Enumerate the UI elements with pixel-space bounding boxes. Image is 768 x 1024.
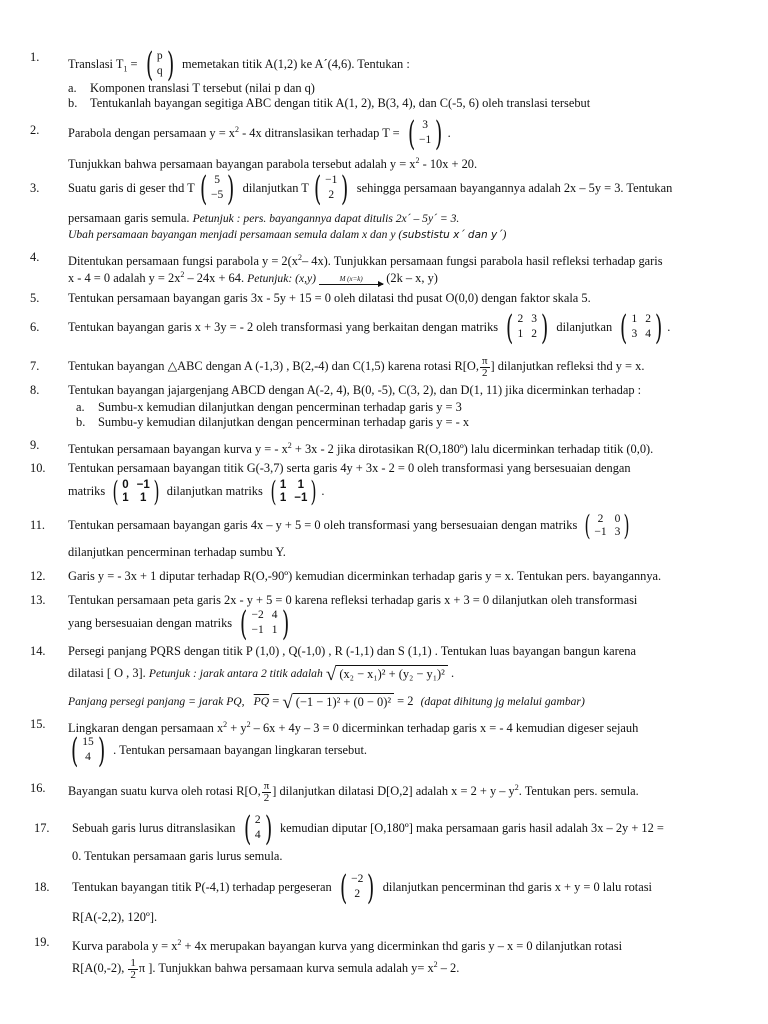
- sub-text: Sumbu-y kemudian dilanjutkan dengan pencerminan terhadap garis y = - x: [98, 415, 470, 429]
- matrix: ( 0 −1 1 1 ): [112, 475, 160, 509]
- problem-number: 9.: [30, 438, 40, 452]
- sub-text: Tentukanlah bayangan segitiga ABC dengan titik A(1, 2), B(3, 4), dan C(-5, 6) oleh translasi tersebut: [90, 96, 591, 110]
- problem-text: Tunjukkan bahwa persamaan bayangan parabola tersebut adalah $y = x^2 - 10x + 20$.: [68, 156, 478, 172]
- column-vector: ( 2 4 ): [243, 809, 272, 850]
- column-vector: ( 5 −5 ): [199, 169, 235, 210]
- problem-text: Tentukan persamaan bayangan kurva y = - $x^2 + 3x - 2$ jika dirotasikan R(O,180º) lalu dicerminkan terhadap titik (0,0).: [68, 441, 654, 457]
- problem-text: Tentukan persamaan peta garis 2x - y + 5 = 0 karena refleksi terhadap garis x + 3 = 0 dilanjutkan oleh transformasi: [68, 593, 638, 607]
- problem-text: Bayangan suatu kurva oleh rotasi R[O, $\frac{\pi}{2}$ ] dilanjutkan dilatasi D[O,2] adalah $x = 2 + y - y^2$. Tentukan pers. semula.: [68, 779, 639, 804]
- matrix: ( 2 3 1 2 ): [506, 308, 549, 349]
- problem-number: 4.: [30, 250, 40, 264]
- triangle-icon: △: [167, 359, 178, 373]
- column-vector: ( 15 4 ): [70, 731, 106, 772]
- hint-text: Ubah persamaan bayangan menjadi persamaan semula dalam x dan y (substistu x´ dan y´): [68, 228, 507, 241]
- problem-number: 6.: [30, 320, 40, 334]
- problem-number: 17.: [34, 821, 50, 835]
- problem-number: 11.: [30, 518, 46, 532]
- sub-text: Sumbu-x kemudian dilanjutkan dengan pencerminan terhadap garis y = 3: [98, 400, 462, 414]
- problem-text: persamaan garis semula. Petunjuk : pers. bayangannya dapat ditulis 2x´ – 5y´ = 3.: [68, 211, 460, 225]
- problem-text: Parabola dengan persamaan $y = x^2 - 4x$ ditranslasikan terhadap T = ( 3 −1 ) .: [68, 114, 451, 155]
- problem-text: R[A(-2,2), 120º].: [72, 910, 158, 924]
- mapping-arrow: M (x=k): [319, 275, 383, 284]
- problem-text: Tentukan persamaan bayangan garis 4x – y + 5 = 0 oleh transformasi yang bersesuaian dengan matriks ( 2 0 −1 3 ): [68, 509, 634, 541]
- problem-text: ( 15 4 ) . Tentukan persamaan bayangan lingkaran tersebut.: [66, 733, 367, 767]
- problem-number: 1.: [30, 50, 40, 64]
- matrix: ( 1 1 1 −1 ): [270, 475, 317, 509]
- problem-number: 7.: [30, 359, 40, 373]
- distance-formula: √ (x₂ − x₁)² + (y₂ − y₁)²: [326, 661, 448, 688]
- problem-number: 15.: [30, 717, 46, 731]
- problem-text: Lingkaran dengan persamaan $x^2 + y^2 - 6x + 4y - 3 = 0$ dicerminkan terhadap garis x = - 4 kemudian digeser sejauh: [68, 720, 639, 736]
- problem-text: Persegi panjang PQRS dengan titik P (1,0) , Q(-1,0) , R (-1,1) dan S (1,1) . Tentukan luas bayangan bangun karena: [68, 644, 636, 658]
- distance-calc: √ (−1 − 1)² + (0 − 0)²: [282, 689, 394, 716]
- problem-number: 19.: [34, 935, 50, 949]
- problem-text: Tentukan bayangan titik P(-4,1) terhadap pergeseran ( −2 2 ) dilanjutkan pencerminan thd garis x + y = 0 lalu rotasi: [72, 868, 652, 909]
- problem-text: x - 4 = 0 adalah $y = 2x^2 - 24x + 64$. Petunjuk: (x,y) M (x=k) (2k – x, y): [68, 270, 438, 286]
- problem-number: 5.: [30, 291, 40, 305]
- matrix: ( 2 0 −1 3 ): [584, 509, 630, 543]
- sub-label: b.: [76, 415, 86, 429]
- problem-number: 12.: [30, 569, 46, 583]
- problem-text: Tentukan persamaan bayangan garis 3x - 5y + 15 = 0 oleh dilatasi thd pusat O(0,0) dengan faktor skala 5.: [68, 291, 591, 305]
- problem-number: 3.: [30, 181, 40, 195]
- problem-text: matriks ( 0 −1 1 1 ) dilanjutkan matriks ( 1 1 1 −1 ) .: [68, 475, 325, 509]
- problem-text: Translasi $T_1$ = ( p q ) memetakan titik A(1,2) ke A´(4,6). Tentukan :: [68, 45, 410, 85]
- problem-text: dilanjutkan pencerminan terhadap sumbu Y.: [68, 545, 286, 559]
- problem-number: 2.: [30, 123, 40, 137]
- problem-text: Tentukan persamaan bayangan titik G(-3,7) serta garis 4y + 3x - 2 = 0 oleh transformasi yang bersesuaian dengan: [68, 461, 631, 475]
- problem-text: Sebuah garis lurus ditranslasikan ( 2 4 ) kemudian diputar [O,180º] maka persamaan garis hasil adalah 3x – 2y + 12 =: [72, 809, 664, 850]
- problem-text: dilatasi [ O , 3]. Petunjuk : jarak antara 2 titik adalah √ (x₂ − x₁)² + (y₂ − y₁)² .: [68, 660, 454, 688]
- problem-text: Tentukan bayangan jajargenjang ABCD dengan A(-2, 4), B(0, -5), C(3, 2), dan D(1, 11) jika dicerminkan terhadap :: [68, 383, 642, 397]
- problem-text: Tentukan bayangan garis x + 3y = - 2 oleh transformasi yang berkaitan dengan matriks ( 2 3 1 2 ) dilanjutkan ( 1 2 3 4 ) .: [68, 308, 671, 349]
- matrix: ( 1 2 3 4 ): [620, 308, 663, 349]
- problem-number: 8.: [30, 383, 40, 397]
- column-vector: ( −2 2 ): [339, 868, 375, 909]
- problem-text: R[A(0,-2), $\frac{1}{2}$ π ]. Tunjukkan bahwa persamaan kurva semula adalah $y= x^2 - 2$.: [72, 956, 460, 981]
- column-vector: ( 3 −1 ): [407, 114, 443, 155]
- problem-text: Kurva parabola $y = x^2 + 4x$ merupakan bayangan kurva yang dicerminkan thd garis y – x = 0 dilanjutkan rotasi: [72, 938, 623, 954]
- hint-text: Panjang persegi panjang = jarak PQ, $\overline{PQ}$ = √ (−1 − 1)² + (0 − 0)² = 2 (dapat dihitung jg melalui gambar): [68, 688, 585, 716]
- problem-text: Garis y = - 3x + 1 diputar terhadap R(O,-90º) kemudian dicerminkan terhadap garis y = x. Tentukan pers. bayangannya.: [68, 569, 662, 583]
- sub-label: a.: [76, 400, 85, 414]
- problem-number: 13.: [30, 593, 46, 607]
- problem-text: Tentukan bayangan △ABC dengan A (-1,3) , B(2,-4) dan C(1,5) karena rotasi R[O, $\frac{\pi}{2}$ ] dilanjutkan refleksi thd y = x.: [68, 354, 645, 379]
- problem-text: Ditentukan persamaan fungsi parabola $y = 2(x^2-$ 4x). Tunjukkan persamaan fungsi parabola hasil refleksi terhadap garis: [68, 253, 663, 269]
- sub-label: b.: [68, 96, 78, 110]
- column-vector: ( p q ): [145, 45, 174, 85]
- problem-number: 16.: [30, 781, 46, 795]
- column-vector: ( −1 2 ): [313, 169, 349, 210]
- sub-label: a.: [68, 81, 77, 95]
- problem-number: 14.: [30, 644, 46, 658]
- problem-text: Suatu garis di geser thd T ( 5 −5 ) dilanjutkan T ( −1 2 ) sehingga persamaan bayangannya adalah 2x – 5y = 3. Tentukan: [68, 169, 673, 210]
- sub-text: Komponen translasi T tersebut (nilai p dan q): [90, 81, 315, 95]
- problem-text: yang bersesuaian dengan matriks ( −2 4 −1 1 ): [68, 606, 294, 640]
- problem-number: 18.: [34, 880, 50, 894]
- problem-text: 0. Tentukan persamaan garis lurus semula.: [72, 849, 283, 863]
- matrix: ( −2 4 −1 1 ): [240, 604, 289, 645]
- problem-number: 10.: [30, 461, 46, 475]
